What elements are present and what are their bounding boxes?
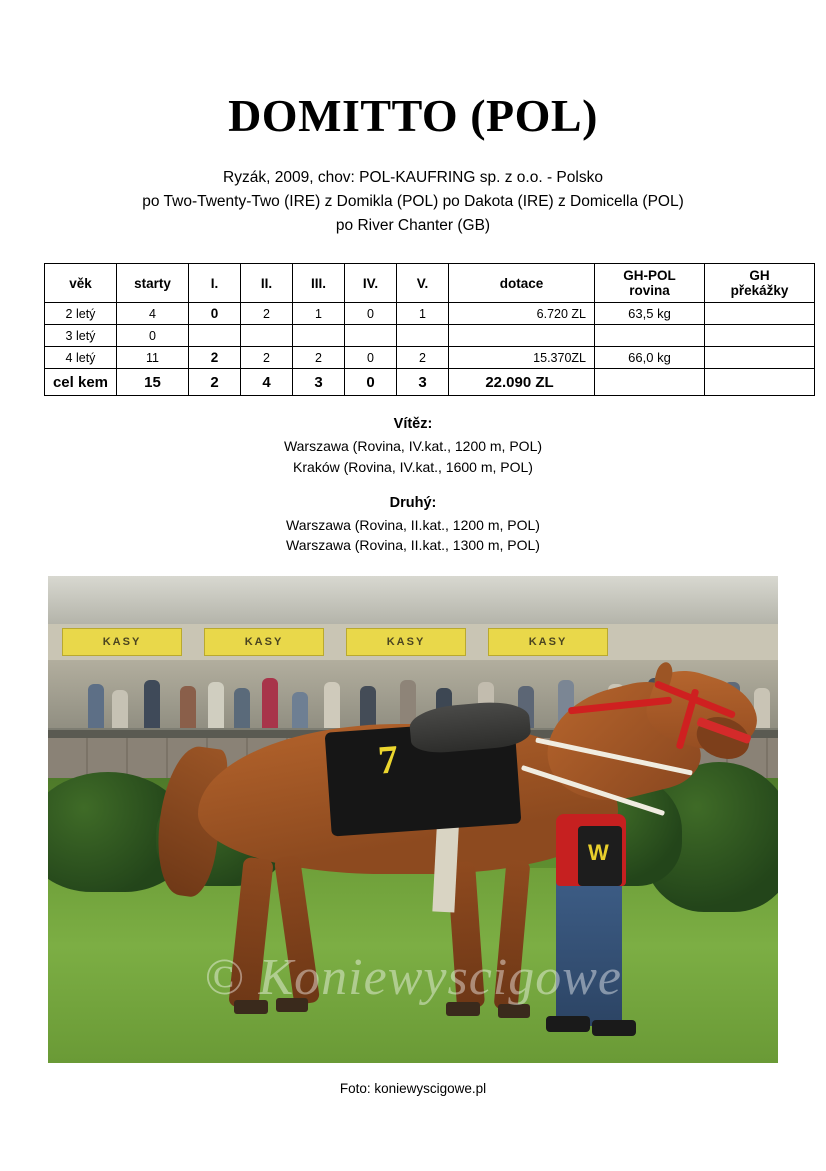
cell-starts: 0	[117, 325, 189, 347]
crowd-person	[208, 682, 224, 732]
results-line: Warszawa (Rovina, II.kat., 1300 m, POL)	[286, 537, 540, 554]
table-total-row	[45, 369, 815, 396]
photo-wrap	[43, 576, 783, 1063]
results-group-winner	[43, 414, 783, 477]
cell-iii: 2	[293, 347, 345, 369]
horse-hoof	[234, 1000, 268, 1014]
col-header-starts: starty	[117, 264, 189, 303]
col-header-ghp	[705, 264, 815, 303]
col-header-prize: dotace	[449, 264, 595, 303]
cell-total-v: 3	[397, 369, 449, 396]
col-header-iv: IV.	[345, 264, 397, 303]
crowd-person	[112, 690, 128, 732]
cell-iv: 0	[345, 303, 397, 325]
booth-sign: KASY	[488, 628, 608, 656]
cell-ghp	[705, 325, 815, 347]
booth-sign: KASY	[204, 628, 324, 656]
cell-total-starts: 15	[117, 369, 189, 396]
cell-starts: 4	[117, 303, 189, 325]
cell-v: 1	[397, 303, 449, 325]
booth-sign: KASY	[62, 628, 182, 656]
crowd-person	[292, 692, 308, 732]
pedigree-line-1: Ryzák, 2009, chov: POL-KAUFRING sp. z o.o. - Polsko	[223, 169, 603, 187]
crowd-person	[144, 680, 160, 732]
cell-starts: 11	[117, 347, 189, 369]
cell-i: 2	[189, 347, 241, 369]
crowd-person	[234, 688, 250, 732]
cell-iii: 1	[293, 303, 345, 325]
cell-ii	[241, 325, 293, 347]
cell-v	[397, 325, 449, 347]
cell-total-i: 2	[189, 369, 241, 396]
pedigree-block	[43, 166, 783, 238]
handler-vest	[578, 826, 622, 886]
career-stats-table	[44, 263, 815, 396]
col-header-iii: III.	[293, 264, 345, 303]
crowd-person	[180, 686, 196, 732]
cell-ii: 2	[241, 347, 293, 369]
results-line: Kraków (Rovina, IV.kat., 1600 m, POL)	[293, 458, 533, 475]
cell-age: 4 letý	[45, 347, 117, 369]
horse-photo	[48, 576, 778, 1063]
cell-ghp	[705, 303, 815, 325]
stats-table-wrap	[43, 263, 789, 396]
pedigree-line-2: po Two-Twenty-Two (IRE) z Domikla (POL) po Dakota (IRE) z Domicella (POL)	[142, 193, 684, 211]
cell-total-ghp	[705, 369, 815, 396]
cell-prize: 6.720 ZL	[449, 303, 595, 325]
col-header-ghpol	[595, 264, 705, 303]
col-header-v: V.	[397, 264, 449, 303]
photo-credit: Foto: koniewyscigowe.pl	[339, 1080, 487, 1096]
photo-watermark: © Koniewyscigowe	[203, 948, 622, 1006]
cell-total-label: cel kem	[45, 369, 117, 396]
horse-hoof	[498, 1004, 530, 1018]
cell-prize: 15.370ZL	[449, 347, 595, 369]
ticket-booths	[48, 624, 778, 660]
results-heading: Vítěz:	[393, 416, 433, 433]
table-row	[45, 303, 815, 325]
horse-hoof	[446, 1002, 480, 1016]
cell-prize	[449, 325, 595, 347]
results-line: Warszawa (Rovina, II.kat., 1200 m, POL)	[286, 516, 540, 533]
cell-i: 0	[189, 303, 241, 325]
handler-shoe	[592, 1020, 636, 1036]
page-title: DOMITTO (POL)	[228, 90, 598, 141]
results-line: Warszawa (Rovina, IV.kat., 1200 m, POL)	[283, 438, 543, 455]
horse-hoof	[276, 998, 308, 1012]
col-header-ii: II.	[241, 264, 293, 303]
results-group-second	[43, 493, 783, 556]
col-header-ghp-line1: GH	[749, 267, 770, 283]
cell-i	[189, 325, 241, 347]
cell-age: 2 letý	[45, 303, 117, 325]
handler-jeans	[556, 876, 622, 1026]
crowd-person	[262, 678, 278, 732]
table-header-row	[45, 264, 815, 303]
cell-total-prize: 22.090 ZL	[449, 369, 595, 396]
cell-ghpol	[595, 325, 705, 347]
crowd-person	[324, 682, 340, 732]
cell-ghpol: 63,5 kg	[595, 303, 705, 325]
cell-age: 3 letý	[45, 325, 117, 347]
handler-shoe	[546, 1016, 590, 1032]
cell-iv: 0	[345, 347, 397, 369]
pedigree-line-3: po River Chanter (GB)	[335, 217, 491, 235]
cell-total-iv: 0	[345, 369, 397, 396]
cell-v: 2	[397, 347, 449, 369]
table-row	[45, 325, 815, 347]
col-header-ghp-line2: překážky	[730, 283, 789, 299]
col-header-ghpol-line2: rovina	[629, 283, 670, 299]
cell-total-ii: 4	[241, 369, 293, 396]
cell-ghp	[705, 347, 815, 369]
cell-iv	[345, 325, 397, 347]
results-section	[43, 414, 783, 555]
cell-ghpol: 66,0 kg	[595, 347, 705, 369]
col-header-i: I.	[189, 264, 241, 303]
crowd-person	[88, 684, 104, 732]
table-row	[45, 347, 815, 369]
col-header-ghpol-line1: GH-POL	[623, 267, 676, 283]
cell-ii: 2	[241, 303, 293, 325]
cell-total-iii: 3	[293, 369, 345, 396]
cell-total-ghpol	[595, 369, 705, 396]
saddle-cloth-number: 7	[376, 735, 400, 783]
cell-iii	[293, 325, 345, 347]
results-heading: Druhý:	[389, 494, 437, 511]
grandstand-roof	[48, 576, 778, 627]
col-header-age: věk	[45, 264, 117, 303]
booth-sign: KASY	[346, 628, 466, 656]
